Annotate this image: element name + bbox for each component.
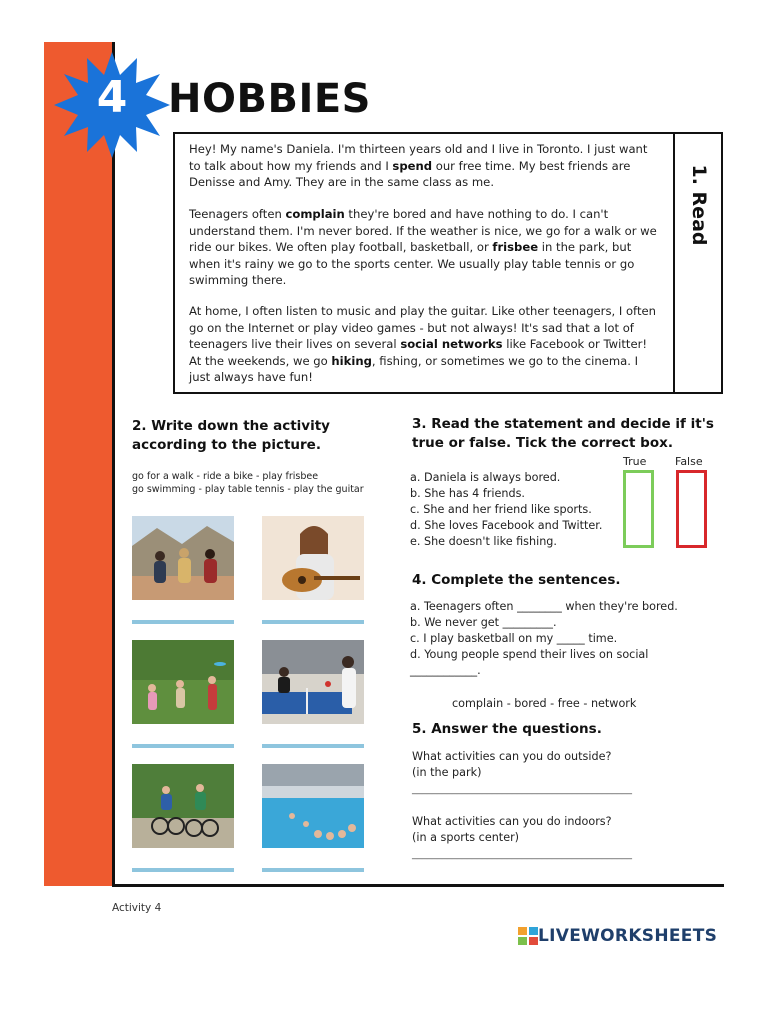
reading-box-divider <box>673 132 675 394</box>
read-label: 1. Read <box>688 164 710 246</box>
frame-vertical-line <box>112 42 115 887</box>
statement: a. Daniela is always bored. <box>410 471 561 484</box>
statement: e. She doesn't like fishing. <box>410 535 557 548</box>
false-checkbox[interactable] <box>676 470 707 548</box>
logo-mark-icon <box>518 927 538 945</box>
answer-line-1[interactable]: ____________________________________________ <box>412 784 632 795</box>
true-label: True <box>623 455 647 468</box>
section2-word-bank: go for a walk - ride a bike - play frisbee go swimming - play table tennis - play the guitar <box>132 471 364 495</box>
sentence: b. We never get _________. <box>410 616 557 629</box>
statement: d. She loves Facebook and Twitter. <box>410 519 603 532</box>
reading-paragraph-3: At home, I often listen to music and play the guitar. Like other teenagers, I often go on the Internet or play video games - but not always! It's sad that a lot of teenagers live their lives on several social networks like Facebook or Twitter! At the weekends, we go hiking, fishing, or sometimes we go to the cinema. I just always have fun! <box>189 304 656 384</box>
swimming-photo <box>262 764 364 848</box>
answer-line[interactable] <box>132 620 234 624</box>
frisbee-photo <box>132 640 234 724</box>
answer-line[interactable] <box>262 868 364 872</box>
sentence: c. I play basketball on my _____ time. <box>410 632 618 645</box>
page-title: HOBBIES <box>168 76 371 122</box>
answer-line[interactable] <box>132 744 234 748</box>
statement: b. She has 4 friends. <box>410 487 525 500</box>
sentence: ____________. <box>410 664 481 677</box>
answer-line[interactable] <box>262 620 364 624</box>
unit-number: 4 <box>96 72 128 123</box>
sentence-list <box>410 599 678 679</box>
section5-heading: 5. Answer the questions. <box>412 721 602 737</box>
answer-line[interactable] <box>132 868 234 872</box>
reading-paragraph-2: Teenagers often complain they're bored and have nothing to do. I can't understand them. I'm never bored. If the weather is nice, we go for a walk or we ride our bikes. We often play football, basketball, or frisbee in the park, but when it's rainy we go to the sports center. We usually play table tennis or go swimming there. <box>189 207 657 287</box>
guitar-photo <box>262 516 364 600</box>
question-2: What activities can you do indoors? (in a sports center) <box>412 815 612 844</box>
answer-line[interactable] <box>262 744 364 748</box>
section3-heading: 3. Read the statement and decide if it's true or false. Tick the correct box. <box>412 416 714 451</box>
orange-side-bar <box>44 42 114 886</box>
true-checkbox[interactable] <box>623 470 654 548</box>
reading-paragraph-1: Hey! My name's Daniela. I'm thirteen years old and I live in Toronto. I just want to talk about how my friends and I spend our free time. My best friends are Denisse and Amy. They are in the same class as me. <box>189 142 648 189</box>
footer-activity-label: Activity 4 <box>112 902 162 914</box>
statement-list <box>410 470 602 550</box>
section4-word-bank: complain - bored - free - network <box>452 697 637 710</box>
sentence: d. Young people spend their lives on social <box>410 648 649 661</box>
walk-photo <box>132 516 234 600</box>
question-1: What activities can you do outside? (in the park) <box>412 750 612 779</box>
liveworksheets-logo: LIVEWORKSHEETS <box>518 925 717 947</box>
section2-heading: 2. Write down the activity according to the picture. <box>132 418 330 453</box>
section4-heading: 4. Complete the sentences. <box>412 572 621 588</box>
false-label: False <box>675 455 703 468</box>
table-tennis-photo <box>262 640 364 724</box>
answer-line-2[interactable]: ____________________________________________ <box>412 849 632 860</box>
sentence: a. Teenagers often ________ when they're bored. <box>410 600 678 613</box>
frame-bottom-line <box>112 884 724 887</box>
statement: c. She and her friend like sports. <box>410 503 592 516</box>
bike-photo <box>132 764 234 848</box>
